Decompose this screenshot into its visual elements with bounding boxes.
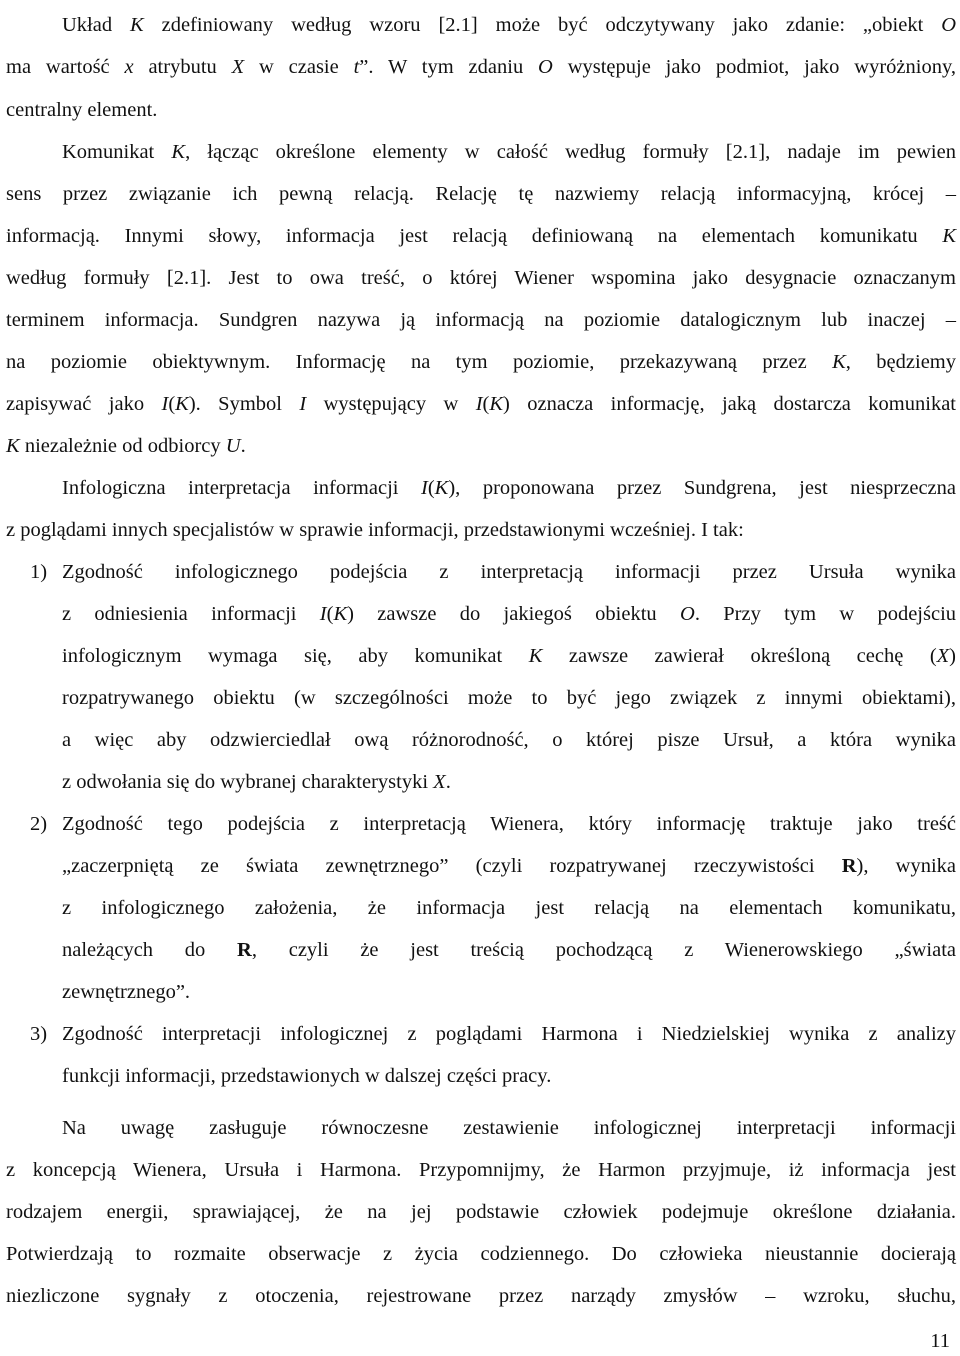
text-line: ma wartość x atrybutu X w czasie t”. W tym zdaniu O występuje jako podmiot, jako wyróżniony, <box>6 56 956 78</box>
text-line: sens przez związanie ich pewną relacją. Relację tę nazwiemy relacją informacyjną, krócej – <box>6 183 956 205</box>
text-line: zapisywać jako I(K). Symbol I występujący w I(K) oznacza informację, jaką dostarcza komunikat <box>6 393 956 415</box>
text-line: informacją. Innymi słowy, informacja jest relacją definiowaną na elementach komunikatu K <box>6 225 956 247</box>
text-line: funkcji informacji, przedstawionych w dalszej części pracy. <box>62 1065 552 1087</box>
text-line: należących do R, czyli że jest treścią pochodzącą z Wienerowskiego „świata <box>62 939 956 961</box>
text-line: Zgodność infologicznego podejścia z interpretacją informacji przez Ursuła wynika <box>62 561 956 583</box>
text-line: z odwołania się do wybranej charakterystyki X. <box>62 771 451 793</box>
text-line: z infologicznego założenia, że informacja jest relacją na elementach komunikatu, <box>62 897 956 919</box>
text-line: infologicznym wymaga się, aby komunikat K zawsze zawierał określoną cechę (X) <box>62 645 956 667</box>
text-line: Komunikat K, łącząc określone elementy w całość według formuły [2.1], nadaje im pewien <box>62 141 956 163</box>
page-number: 11 <box>930 1330 950 1352</box>
text-line: terminem informacja. Sundgren nazywa ją informacją na poziomie datalogicznym lub inaczej – <box>6 309 956 331</box>
text-line: zewnętrznego”. <box>62 981 191 1003</box>
text-line: rodzajem energii, sprawiającej, że na jej podstawie człowiek podejmuje określone działania. <box>6 1201 956 1223</box>
text-line: „zaczerpniętą ze świata zewnętrznego” (czyli rozpatrywanej rzeczywistości R), wynika <box>62 855 956 877</box>
text-line: Infologiczna interpretacja informacji I(K), proponowana przez Sundgrena, jest niesprzeczna <box>62 477 957 499</box>
text-line: a więc aby odzwierciedlał ową różnorodność, o której pisze Ursuł, a która wynika <box>62 729 956 751</box>
text-line: Potwierdzają to rozmaite obserwacje z życia codziennego. Do człowieka nieustannie docierają <box>6 1243 956 1265</box>
text-line: centralny element. <box>6 99 158 121</box>
text-line: K niezależnie od odbiorcy U. <box>6 435 246 457</box>
text-line: z koncepcją Wienera, Ursuła i Harmona. Przypomnijmy, że Harmon przyjmuje, iż informacja jest <box>6 1159 956 1181</box>
text-line: Na uwagę zasługuje równoczesne zestawienie infologicznej interpretacji informacji <box>62 1117 956 1139</box>
list-number: 3) <box>30 1023 48 1045</box>
list-number: 1) <box>30 561 48 583</box>
text-line: Zgodność interpretacji infologicznej z poglądami Harmona i Niedzielskiej wynika z analizy <box>62 1023 956 1045</box>
text-line: z odniesienia informacji I(K) zawsze do jakiegoś obiektu O. Przy tym w podejściu <box>62 603 957 625</box>
text-line: Układ K zdefiniowany według wzoru [2.1] może być odczytywany jako zdanie: „obiekt O <box>62 14 956 36</box>
text-line: niezliczone sygnały z otoczenia, rejestrowane przez narządy zmysłów – wzroku, słuchu, <box>6 1285 956 1307</box>
text-line: według formuły [2.1]. Jest to owa treść, o której Wiener wspomina jako desygnacie oznaczanym <box>6 267 956 289</box>
text-line: z poglądami innych specjalistów w sprawie informacji, przedstawionymi wcześniej. I tak: <box>6 519 744 541</box>
text-line: Zgodność tego podejścia z interpretacją Wienera, który informację traktuje jako treść <box>62 813 956 835</box>
list-number: 2) <box>30 813 48 835</box>
text-line: na poziomie obiektywnym. Informację na tym poziomie, przekazywaną przez K, będziemy <box>6 351 956 373</box>
text-line: rozpatrywanego obiektu (w szczególności może to być jego związek z innymi obiektami), <box>62 687 956 709</box>
